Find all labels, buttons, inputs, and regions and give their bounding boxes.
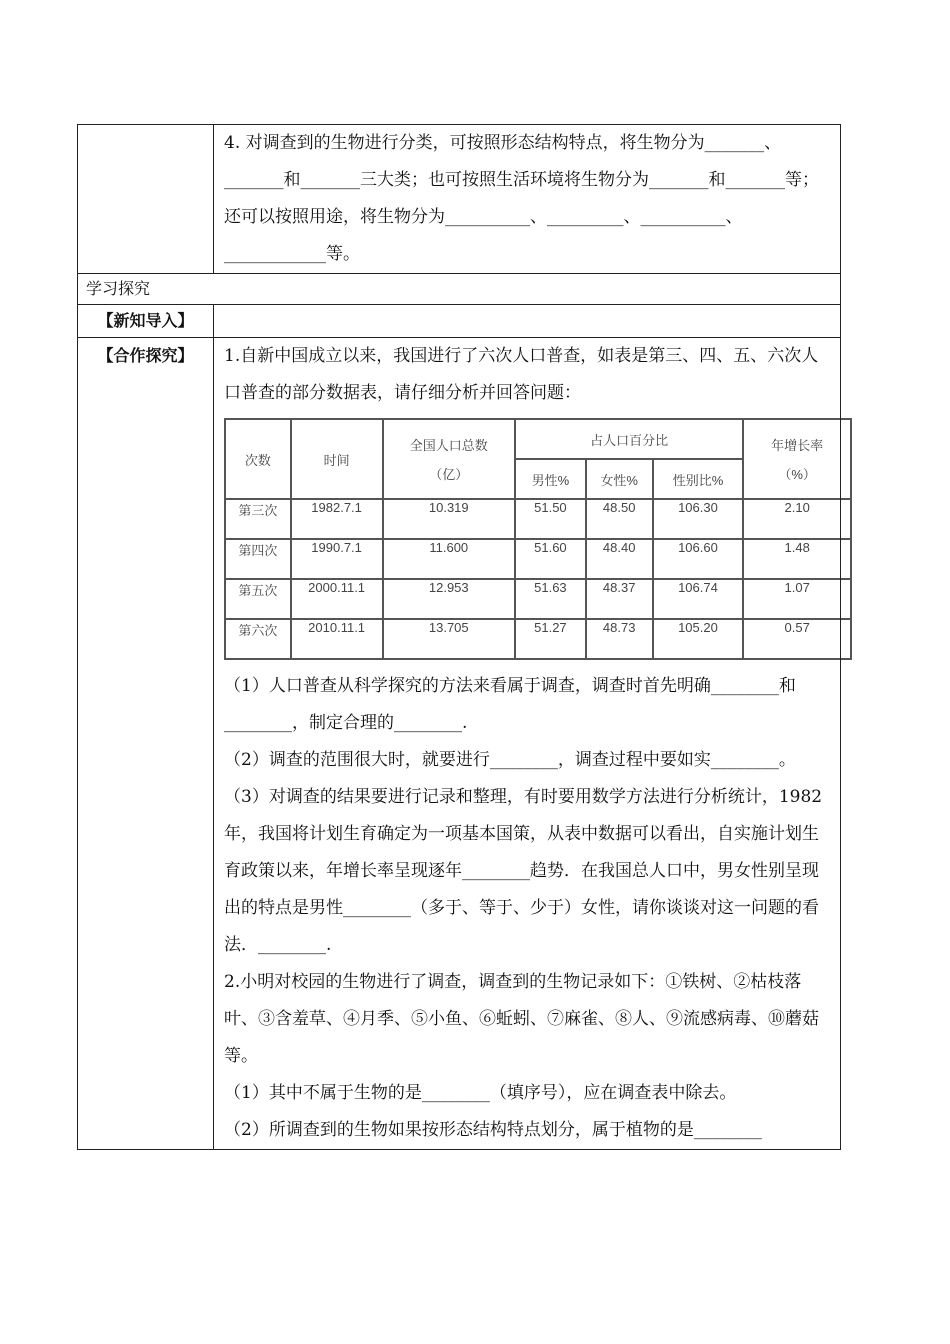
header-total — [383, 419, 515, 499]
table-row — [225, 499, 851, 539]
header-growth-label: 年增长率 — [771, 438, 824, 453]
row-growth: 2.10 — [743, 499, 851, 539]
empty-label-cell — [78, 125, 214, 274]
header-male: 男性% — [515, 459, 586, 499]
row-female: 48.50 — [586, 499, 653, 539]
row-name: 第三次 — [225, 499, 291, 539]
header-ratio: 性别比% — [653, 459, 744, 499]
question-1-part-3: （3）对调查的结果要进行记录和整理，有时要用数学方法进行分析统计，1982 年，我国将计划生育确定为一项基本国策，从表中数据可以看出，自实施计划生育政策以来，年增长率呈现逐年________趋势．在我国总人口中，男女性别呈现出的特点是男性________（多于、等于、少于）女性，请你谈谈对这一问题的看法．________. — [224, 787, 823, 955]
new-knowledge-content — [214, 305, 841, 338]
header-total-label: 全国人口总数 — [409, 438, 488, 453]
row-time: 1990.7.1 — [291, 539, 383, 579]
table-row — [225, 539, 851, 579]
table-row — [225, 579, 851, 619]
row-time: 2010.11.1 — [291, 619, 383, 659]
row-ratio: 106.30 — [653, 499, 744, 539]
question-1-text: 1.自新中国成立以来，我国进行了六次人口普查，如表是第三、四、五、六次人口普查的部分数据表，请仔细分析并回答问题： — [224, 346, 819, 403]
question-2-text: 2.小明对校园的生物进行了调查，调查到的生物记录如下：①铁树、②枯枝落叶、③含羞草、④月季、⑤小鱼、⑥蚯蚓、⑦麻雀、⑧人、⑨流感病毒、⑩蘑菇等。 — [224, 972, 819, 1066]
row-total: 12.953 — [383, 579, 515, 619]
row-name: 第四次 — [225, 539, 291, 579]
section-title-cell — [78, 274, 841, 305]
header-growth — [743, 419, 851, 499]
row-female: 48.73 — [586, 619, 653, 659]
census-table-image — [224, 418, 852, 660]
cooperative-label-cell — [78, 338, 214, 1150]
row-name: 第六次 — [225, 619, 291, 659]
cooperative-label: 【合作探究】 — [97, 346, 194, 365]
row-male: 51.60 — [515, 539, 586, 579]
row-growth: 1.07 — [743, 579, 851, 619]
row-total: 11.600 — [383, 539, 515, 579]
census-table — [224, 418, 852, 660]
question-2-part-1: （1）其中不属于生物的是________（填序号），应在调查表中除去。 — [224, 1083, 737, 1103]
new-knowledge-label-cell — [78, 305, 214, 338]
table-row — [225, 619, 851, 659]
row-time: 1982.7.1 — [291, 499, 383, 539]
intro-cell — [214, 125, 841, 274]
row-female: 48.40 — [586, 539, 653, 579]
row-male: 51.50 — [515, 499, 586, 539]
row-time: 2000.11.1 — [291, 579, 383, 619]
new-knowledge-label: 【新知导入】 — [97, 311, 194, 330]
question-2-part-2: （2）所调查到的生物如果按形态结构特点划分，属于植物的是________ — [224, 1120, 762, 1140]
header-count: 次数 — [225, 419, 291, 499]
question-1-part-2: （2）调查的范围很大时，就要进行________，调查过程中要如实________。 — [224, 750, 796, 770]
header-growth-unit: （%） — [778, 467, 816, 482]
row-ratio: 106.74 — [653, 579, 744, 619]
row-total: 13.705 — [383, 619, 515, 659]
row-growth: 1.48 — [743, 539, 851, 579]
row-growth: 0.57 — [743, 619, 851, 659]
row-total: 10.319 — [383, 499, 515, 539]
header-percentage: 占人口百分比 — [515, 419, 743, 459]
question-4: 4. 对调查到的生物进行分类，可按照形态结构特点，将生物分为_______、_______和_______三大类；也可按照生活环境将生物分为_______和_______等；还可以按照用途，将生物分为__________、_________、__________、____________等。 — [224, 133, 819, 264]
row-name: 第五次 — [225, 579, 291, 619]
header-time: 时间 — [291, 419, 383, 499]
section-title: 学习探究 — [86, 279, 151, 298]
row-male: 51.63 — [515, 579, 586, 619]
row-female: 48.37 — [586, 579, 653, 619]
header-female: 女性% — [586, 459, 653, 499]
row-ratio: 106.60 — [653, 539, 744, 579]
cooperative-content — [214, 338, 841, 1150]
row-male: 51.27 — [515, 619, 586, 659]
header-total-unit: （亿） — [429, 467, 469, 482]
row-ratio: 105.20 — [653, 619, 744, 659]
question-1-part-1: （1）人口普查从科学探究的方法来看属于调查，调查时首先明确________和________，制定合理的________. — [224, 676, 796, 733]
worksheet-table — [77, 124, 841, 1150]
